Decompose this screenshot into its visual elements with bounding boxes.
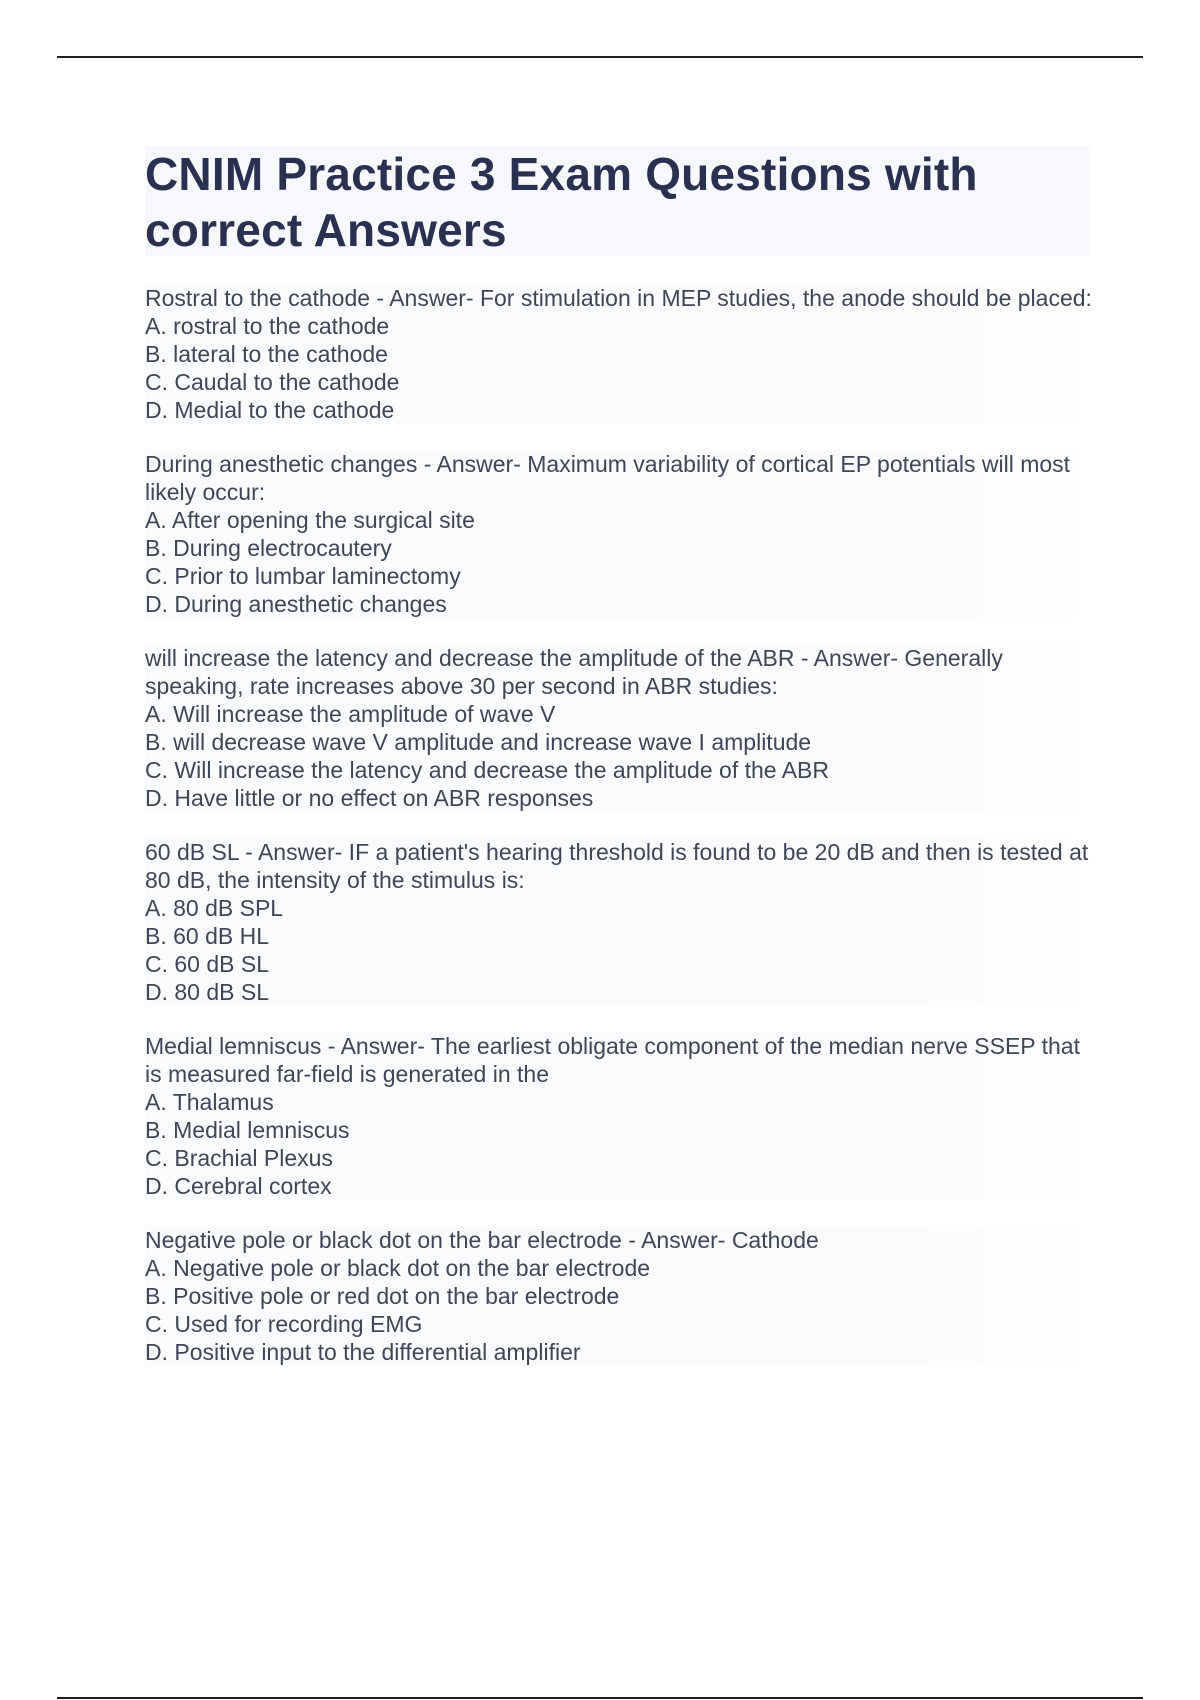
answer-option: C. Caudal to the cathode xyxy=(145,369,400,395)
question-prompt: During anesthetic changes - Answer- Maximum variability of cortical EP potentials will most likely occur: xyxy=(145,451,1077,505)
answer-option: B. 60 dB HL xyxy=(145,923,270,949)
title-line-1: CNIM Practice 3 Exam Questions with xyxy=(145,148,978,200)
answer-option: B. Positive pole or red dot on the bar electrode xyxy=(145,1283,620,1309)
answer-option: C. 60 dB SL xyxy=(145,951,270,977)
answer-option: A. After opening the surgical site xyxy=(145,507,475,533)
question-block xyxy=(145,1032,1095,1200)
answer-option: D. Have little or no effect on ABR responses xyxy=(145,785,594,811)
answer-option: C. Will increase the latency and decrease the amplitude of the ABR xyxy=(145,757,829,783)
answer-option: A. rostral to the cathode xyxy=(145,313,390,339)
question-block xyxy=(145,284,1095,424)
question-block xyxy=(145,450,1095,618)
question-prompt: Medial lemniscus - Answer- The earliest obligate component of the median nerve SSEP that is measured far-field is generated in the xyxy=(145,1033,1087,1087)
answer-option: C. Prior to lumbar laminectomy xyxy=(145,563,461,589)
title-line-2: correct Answers xyxy=(145,204,507,256)
page-title xyxy=(145,146,1089,258)
answer-option: C. Used for recording EMG xyxy=(145,1311,423,1337)
answer-option: A. Negative pole or black dot on the bar electrode xyxy=(145,1255,651,1281)
question-prompt: Rostral to the cathode - Answer- For stimulation in MEP studies, the anode should be placed: xyxy=(145,285,1092,311)
answer-option: D. Cerebral cortex xyxy=(145,1173,332,1199)
question-block xyxy=(145,1226,1095,1366)
question-block xyxy=(145,644,1095,812)
answer-option: B. will decrease wave V amplitude and increase wave I amplitude xyxy=(145,729,812,755)
answer-option: B. During electrocautery xyxy=(145,535,392,561)
answer-option: D. Medial to the cathode xyxy=(145,397,395,423)
question-prompt: Negative pole or black dot on the bar electrode - Answer- Cathode xyxy=(145,1227,819,1253)
answer-option: A. Will increase the amplitude of wave V xyxy=(145,701,556,727)
question-prompt: 60 dB SL - Answer- IF a patient's hearing threshold is found to be 20 dB and then is tested at 80 dB, the intensity of the stimulus is: xyxy=(145,839,1095,893)
answer-option: A. 80 dB SPL xyxy=(145,895,284,921)
answer-option: A. Thalamus xyxy=(145,1089,274,1115)
top-rule xyxy=(57,56,1143,58)
bottom-rule xyxy=(57,1697,1143,1699)
answer-option: D. During anesthetic changes xyxy=(145,591,447,617)
title-block xyxy=(145,146,1089,256)
answer-option: B. lateral to the cathode xyxy=(145,341,388,367)
question-prompt: will increase the latency and decrease the amplitude of the ABR - Answer- Generally speaking, rate increases above 30 per second in ABR studies: xyxy=(145,645,1010,699)
answer-option: D. Positive input to the differential amplifier xyxy=(145,1339,581,1365)
question-list xyxy=(145,284,1095,1392)
answer-option: D. 80 dB SL xyxy=(145,979,270,1005)
question-block xyxy=(145,838,1095,1006)
answer-option: C. Brachial Plexus xyxy=(145,1145,333,1171)
answer-option: B. Medial lemniscus xyxy=(145,1117,350,1143)
